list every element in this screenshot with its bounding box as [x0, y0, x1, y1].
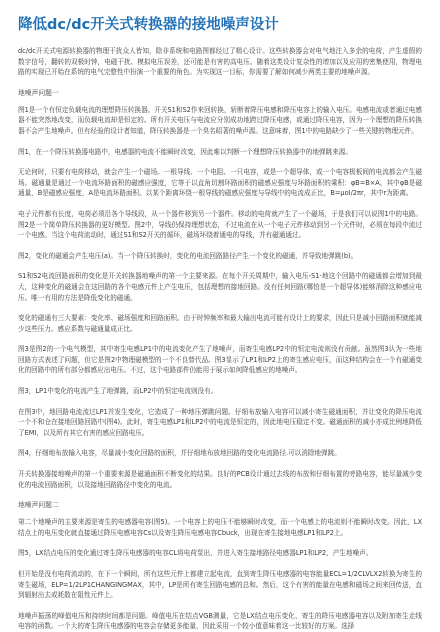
body-paragraph: 图1是一个有恒定负载电流的理想降压转换器。开关S1和S2作来回转换，斩断着降压电感和降压电容上的输入电压。电感电流或者通过电感器不能突然地改变，而负载电流却是恒定的。所有开关电压与电流应分别成功地跨过降压电感，或通过降压电容，因为一个理想的降压转换器不会产生地噪声。但有经验的设计者知道，降压转换器是一个臭名昭著的噪声源。这意味着，图1中的电路缺少了一些关键的物理元件。 [18, 105, 422, 135]
body-paragraph: 但开始是没有电荷流动的，在下一个瞬间，所有这些元件上都建立起电流，直到寄生降压电感器的电容能量ECL=1/2CLVLX2转换为寄生的寄生磁场，ELP=1/2LP1CHANGINGMAX，其中，LP是所有寄生回路电感的总和。然后，这个有害的能量在电感和磁场之间来回传送，直到辐射出去或耗散在阻性元件上。 [18, 570, 422, 600]
body-paragraph: S1和S2电流回路面积的变化是开关转换器地噪声的第一个主要来源。在每个开关周期中，输入电压-S1-地这个回路中的磁通都会增加到最大，这种变化的磁通会在这回路的各个电感元件上产生电压，包括理想的接地回路。没有任何回路(哪怕是一个超导体)能够消除这种感应电压。唯一有用的方法是降低变化的磁通。 [18, 272, 422, 302]
body-paragraph: 变化的磁通有三大要素：变化率、磁场强度和回路面积。由于时钟频率和最大输出电流可能有设计上的要求，因此只是减小回路面积就能减少这些压力。感应系数与磁通量成正比。 [18, 314, 422, 333]
body-paragraph: 图3是图2的一个电气模型，其中寄生电感LP1中的电流变化产生了地噪声，而寄生电感LP2中的恒定电流则没有贡献。虽然图3认为一些地回路方式表述了问题，但它是图2中物理磁模型的一个不良替代品。图3显示了LP1和LP2上的寄生感应电压，而这种结构会在一个有磁通变化的回路中的所有部分都感应出电压。不过，这个电路部件仍能用于展示如何降低感应的地噪声。 [18, 345, 422, 375]
body-paragraph: 电子元件都有长度，电荷必须沿各个导线段，从一个器件移到另一个器件。移动的电荷就产生了一个磁场，于是我们可以说图1中的电路。图2是一个简单降压转换器的更好模型。图2中，导线仍保持理想状态，不过电流在从一个电子元件移动到另一个元件时，必须在每段中流过一个电感。当这个电荷流动时，通过S1和S2开关的循环，磁场环绕着通电的导线，并有磁通通过。 [18, 209, 423, 240]
figure-caption-2: 图2，变化的磁通会产生电压(a)。当一个降压转换时，变化的电流回路路径产生一个变化的磁通，并导致地弹跳(b)。 [18, 251, 358, 260]
body-paragraph: 开关转换器接地噪声的第一个重要来源是磁通面积不断变化的结果。良好的PCB设计通过去线的布放和仔细布置的旁路电容，能尽量减少变化的电流回路面积，以及接地回路路径中变化的电流。 [18, 470, 422, 489]
figure-caption-1: 图1，在一个降压转换器电路中，电感器的电流不能瞬时改变，因此难以判断一个理想降压转换器中的地弹跳来源。 [18, 147, 352, 156]
intro-paragraph: dc/dc开关式电源转换器的物理干扰众人皆知，除非系统和电路图都经过了精心设计。这些转换器会对电气地注入多余的电荷，产生虚假的数字信号，翻转的双极时钟，电磁干扰、模拟电压误差，还可能是有害的高电压。随着这类设计复杂性的增加以及应用的密集使用，物理电路的实现已开始在系统的电气完整性中扮演一个重要的角色。为实现这一目标，你需要了解如何减少两类主要的地噪声源。 [18, 47, 422, 77]
body-paragraph: 第二个地噪声的主要来源是寄生的电感器电容(图5)。一个电容上的电压不能够瞬时改变，而一个电感上的电流则不能瞬时改变。因此，LX结点上的电压变化就直接通过降压电感电容Cs以及寄生降压电感电容Cbuck，出现在寄生接地电感LP1和LP2上。 [18, 518, 422, 537]
section-heading-2: 地噪声问题二 [18, 501, 59, 510]
body-paragraph: 无论何时，只要有电荷移动，就会产生一个磁场。一根导线、一个电阻、一只电容，或是一个超导体，或一个电容极板间的电流都会产生磁场。磁通量是通过一个电流环路面积的磁感应强度，它等于以直角切割环路面积的磁感应强度与环路面积的乘积：φB=B×A，其中φB是磁通量，B是磁感应强度，A是电流环路面积。以某个距离环绕一根导线的磁感应强度与导线中的电流成正比，B=μoI/2πr，其中r为距离。 [18, 168, 422, 198]
figure-caption-5: 图5，LX结点电压的变化通过寄生降压电感器的电容CL将电荷泵出，并进入寄生接地路径电感器LP1和LP2，产生地噪声。 [18, 549, 373, 558]
figure-caption-3: 图3，LP1中变化的电流产生了地弹跳，而LP2中的恒定电流则没有。 [18, 387, 218, 396]
section-heading-1: 地噪声问题一 [18, 88, 59, 97]
page-title: 降低dc/dc开关式转换器的接地噪声设计 [18, 17, 279, 33]
body-paragraph: 在图3中，地回路电流流过LP1并发生变化，它造成了一种地压弹跳问题。仔细布放输入电容可以减小寄生磁通面积，并让变化的降压电流一个不和仓在接地回路回路中(图4)。此时，寄生电感LP1和LP2中的电流是恒定的，因此地电压稳定不变。磁通面积的减小亦成比例地降低了EMI，以及所有其它有害的感应回路电压。 [18, 407, 422, 437]
body-paragraph: 地噪声振荡的峰值电压和持续时间都是问题。峰值电压在结点VGB测量，它是LX结点电压变化、寄生的降压电感器电容以及附加寄生走线电容的函数。一个大的寄生降压电感器的电容会存储更多能量，因此采用一个较小值意味着这一比较好的方案。选择 [18, 611, 422, 631]
figure-caption-4: 图4，仔细地布放输入电容，尽量减小变化回路的面积，并仔细地布放地回路的变化电流路径.可以消除地弹跳。 [18, 449, 341, 458]
